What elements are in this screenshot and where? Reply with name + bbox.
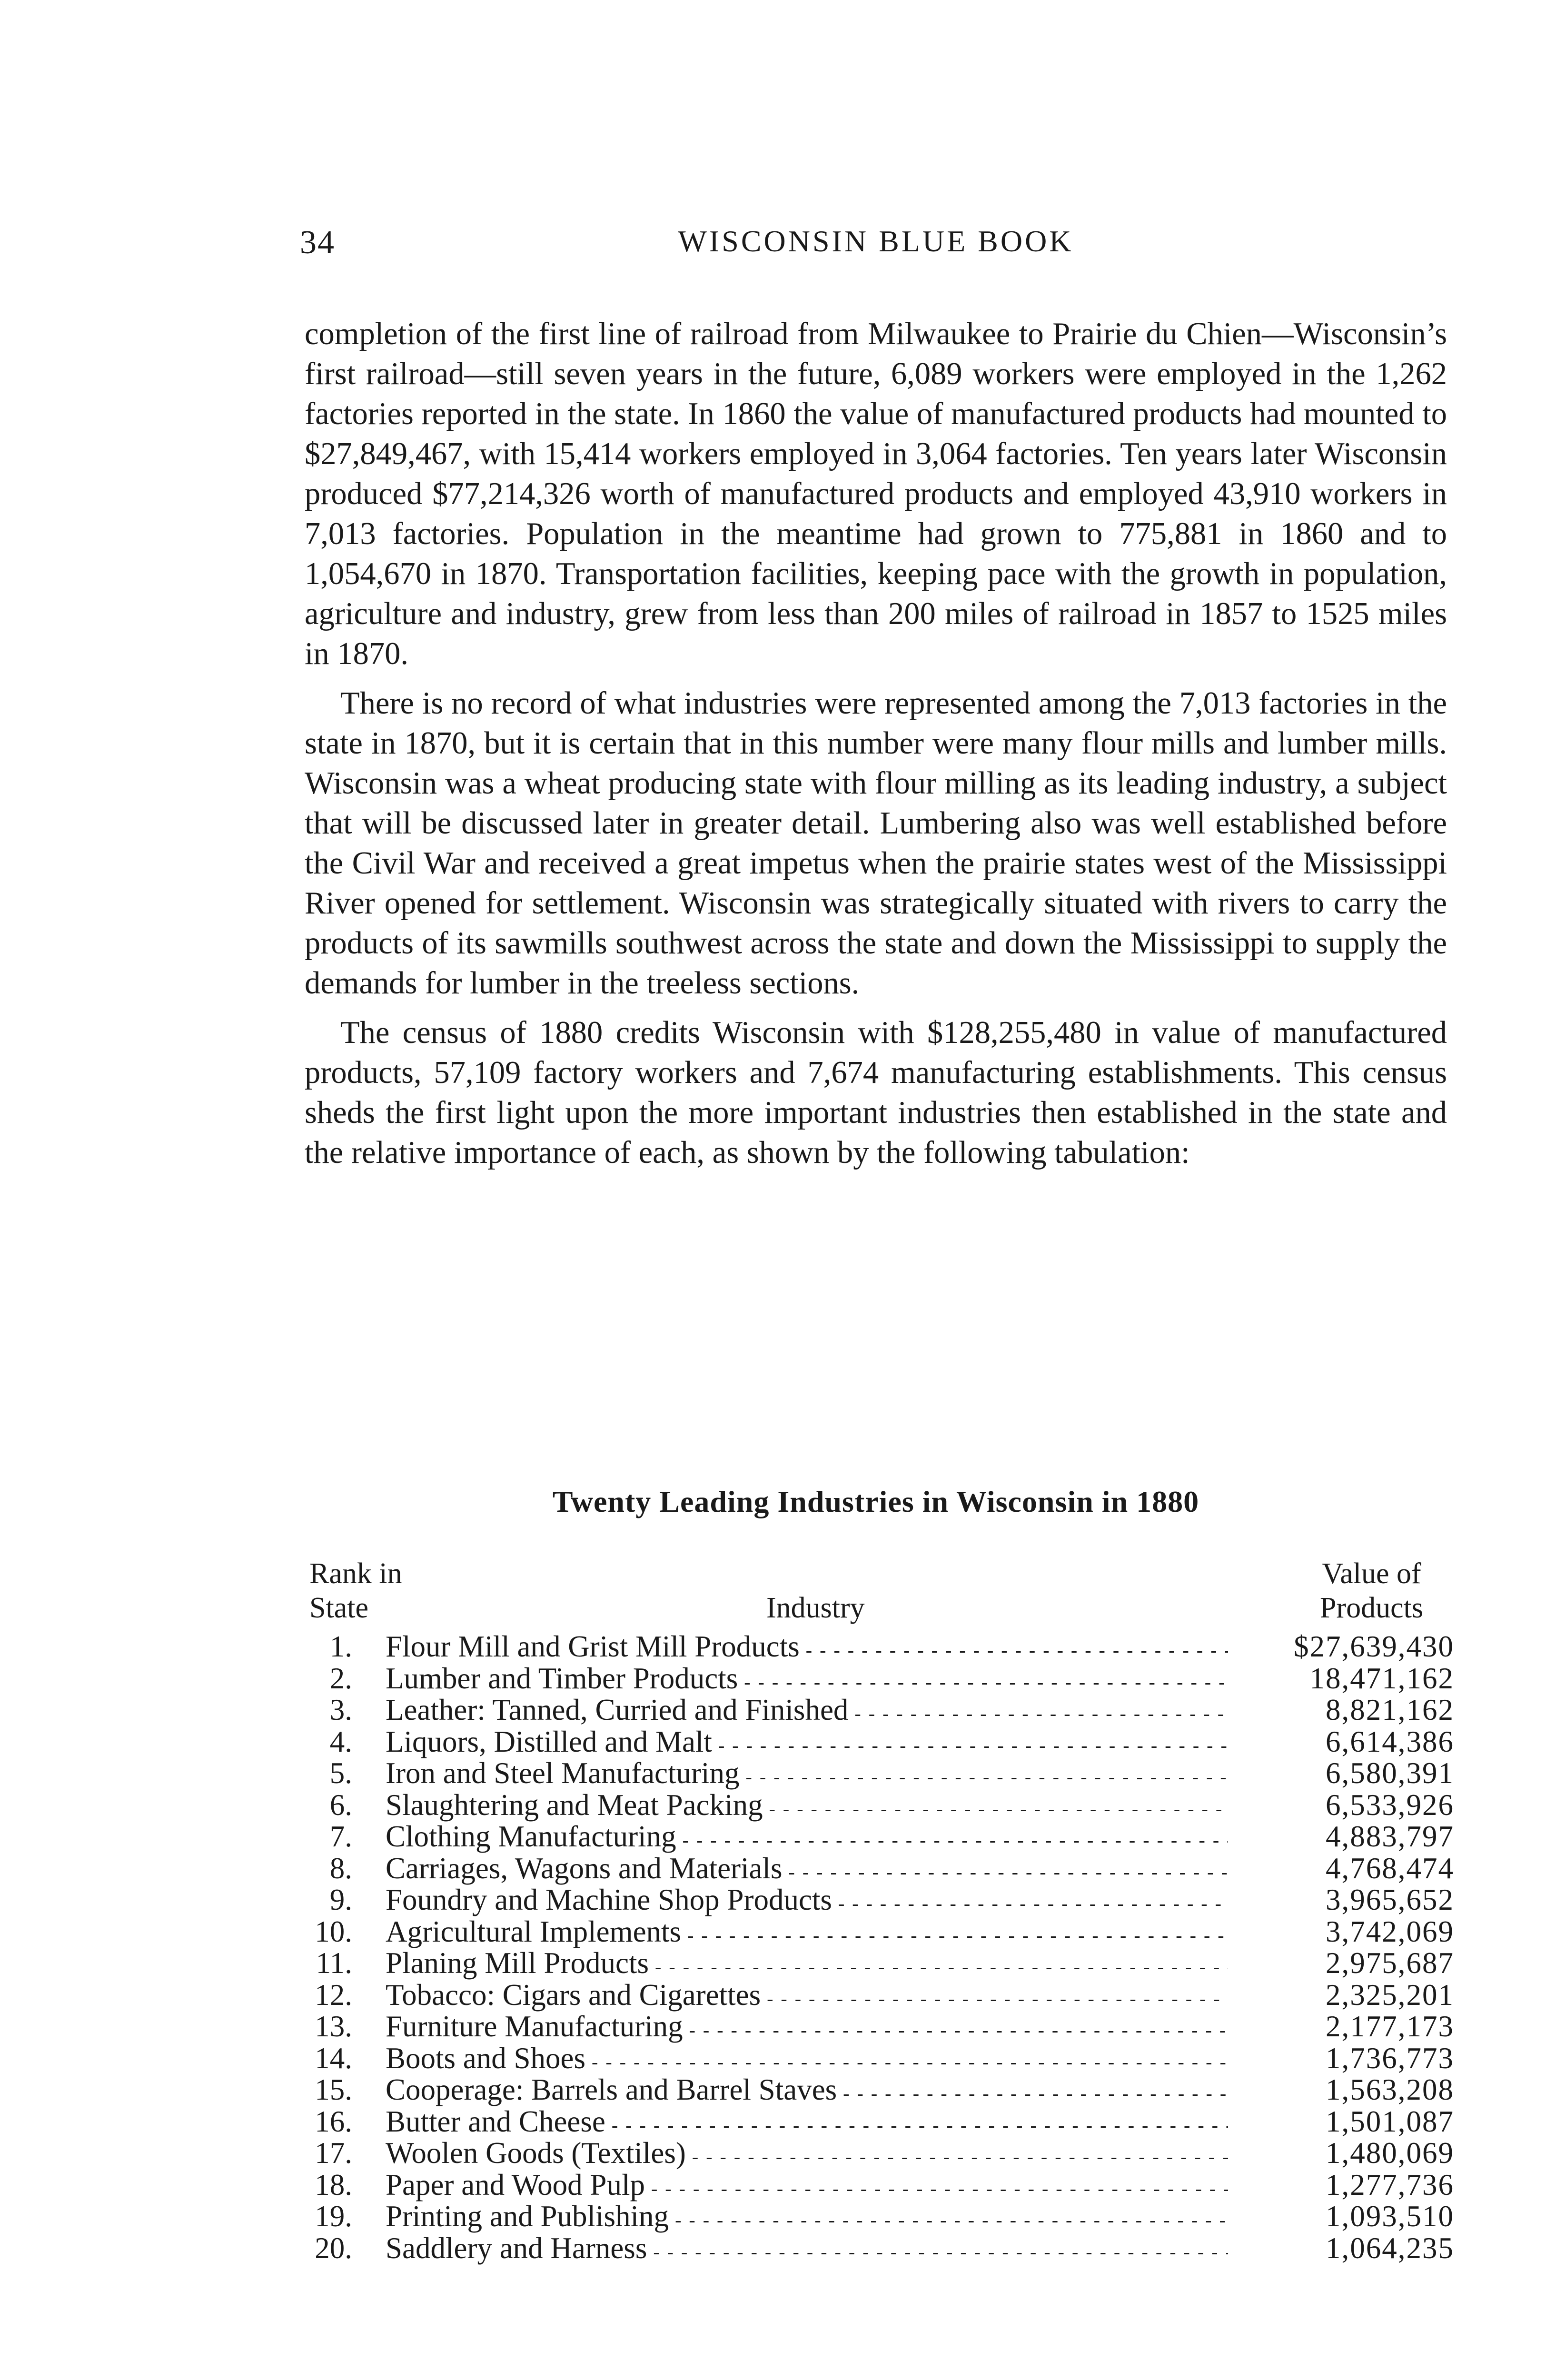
industry-cell: Slaughtering and Meat Packing - - -: [386, 1789, 1228, 1825]
industry-cell: Cooperage: Barrels and Barrel Staves - - -: [386, 2074, 1228, 2109]
table-row: [305, 1979, 1454, 2011]
table-row: [305, 2043, 1454, 2074]
table-row: [305, 2137, 1454, 2169]
table-row: [305, 2169, 1454, 2201]
page-number: 34: [300, 224, 335, 261]
rank-cell: 3.: [329, 1693, 352, 1726]
value-cell: 4,883,797: [1326, 1820, 1454, 1853]
rank-cell: 2.: [329, 1661, 352, 1695]
value-cell: 2,325,201: [1326, 1978, 1454, 2012]
value-cell: 4,768,474: [1326, 1851, 1454, 1885]
rank-cell: 14.: [315, 2041, 352, 2075]
table-row: [305, 2232, 1454, 2264]
rank-cell: 12.: [315, 1978, 352, 2012]
rank-cell: 11.: [316, 1946, 352, 1980]
industry-cell: Flour Mill and Grist Mill Products - - -: [386, 1631, 1228, 1666]
industry-cell: Boots and Shoes - - -: [386, 2043, 1228, 2078]
value-cell: 18,471,162: [1309, 1661, 1454, 1695]
value-cell: 8,821,162: [1326, 1693, 1454, 1726]
rank-cell: 20.: [315, 2231, 352, 2265]
industry-cell: Clothing Manufacturing - - -: [386, 1821, 1228, 1856]
industry-cell: Planing Mill Products - - -: [386, 1947, 1228, 1983]
value-cell: 1,563,208: [1326, 2073, 1454, 2106]
rank-cell: 18.: [315, 2168, 352, 2202]
table-row: [305, 1726, 1454, 1758]
rank-cell: 4.: [329, 1725, 352, 1758]
table-row: [305, 1694, 1454, 1726]
rank-cell: 1.: [329, 1630, 352, 1663]
rank-cell: 13.: [315, 2010, 352, 2043]
table-row: [305, 1757, 1454, 1789]
industry-cell: Saddlery and Harness - - -: [386, 2232, 1228, 2268]
body-text: [305, 314, 1447, 1182]
rank-cell: 17.: [315, 2136, 352, 2170]
industry-cell: Tobacco: Cigars and Cigarettes - - -: [386, 1979, 1228, 2014]
rank-cell: 7.: [329, 1820, 352, 1853]
value-cell: 6,580,391: [1326, 1756, 1454, 1790]
value-cell: 2,975,687: [1326, 1946, 1454, 1980]
paragraph: completion of the first line of railroad from Milwaukee to Prairie du Chien—Wisconsin’s first railroad—still seven years in the future, 6,089 workers were employed in the 1,262 factories reported in the state. In 1860 the value of manufactured products had mounted to $27,849,467, with 15,414 workers employed in 3,064 factories. Ten years later Wisconsin produced $77,214,326 worth of manufactured products and employed 43,910 workers in 7,013 factories. Population in the meantime had grown to 775,881 in 1860 and to 1,054,670 in 1870. Transportation facilities, keeping pace with the growth in population, agriculture and industry, grew from less than 200 miles of railroad in 1857 to 1525 miles in 1870.: [305, 317, 1447, 671]
industry-cell: Butter and Cheese - - -: [386, 2106, 1228, 2141]
table-row: [305, 1884, 1454, 1916]
table-row: [305, 2201, 1454, 2232]
paragraph: There is no record of what industries were represented among the 7,013 factories in the state in 1870, but it is certain that in this number were many flour mills and lumber mills. Wisconsin was a wheat producing state with flour milling as its leading industry, a subject that will be discussed later in greater detail. Lumbering also was well established before the Civil War and received a great impetus when the prairie states west of the Mississippi River opened for settlement. Wisconsin was strategically situated with rivers to carry the products of its sawmills southwest across the state and down the Mississippi to supply the demands for lumber in the treeless sections.: [305, 686, 1447, 1001]
value-cell: 1,064,235: [1326, 2231, 1454, 2265]
table-row: [305, 1631, 1454, 1663]
table-row: [305, 1916, 1454, 1948]
rank-header-line: Rank in: [309, 1557, 402, 1590]
industry-cell: Printing and Publishing - - -: [386, 2201, 1228, 2236]
rank-cell: 10.: [315, 1914, 352, 1948]
industries-table: [305, 1631, 1454, 2264]
value-cell: 6,533,926: [1326, 1788, 1454, 1822]
page-header: [300, 224, 1452, 262]
table-row: [305, 2011, 1454, 2043]
industry-cell: Leather: Tanned, Curried and Finished - - -: [386, 1694, 1228, 1729]
rank-header-line: State: [309, 1592, 368, 1624]
industry-column-header: Industry: [766, 1592, 865, 1624]
table-row: [305, 1821, 1454, 1853]
rank-cell: 16.: [315, 2104, 352, 2138]
value-cell: 6,614,386: [1326, 1725, 1454, 1758]
value-column-header: [1320, 1557, 1423, 1625]
industry-cell: Foundry and Machine Shop Products - - -: [386, 1884, 1228, 1919]
value-cell: 1,736,773: [1326, 2041, 1454, 2075]
value-cell: 2,177,173: [1326, 2010, 1454, 2043]
rank-cell: 15.: [315, 2073, 352, 2106]
table-row: [305, 2106, 1454, 2138]
table-row: [305, 1853, 1454, 1884]
industry-cell: Woolen Goods (Textiles) - - -: [386, 2137, 1228, 2172]
value-header-line: Products: [1320, 1592, 1423, 1624]
value-cell: 1,480,069: [1326, 2136, 1454, 2170]
value-cell: 1,093,510: [1326, 2200, 1454, 2233]
industry-cell: Lumber and Timber Products - - -: [386, 1663, 1228, 1698]
table-row: [305, 1789, 1454, 1821]
table-header: [305, 1557, 1454, 1628]
rank-cell: 5.: [329, 1756, 352, 1790]
industry-cell: Agricultural Implements - - -: [386, 1916, 1228, 1951]
running-title: WISCONSIN BLUE BOOK: [678, 224, 1074, 258]
paragraph: The census of 1880 credits Wisconsin with $128,255,480 in value of manufactured products, 57,109 factory workers and 7,674 manufacturing establishments. This census sheds the first light upon the more important industries then established in the state and the relative importance of each, as shown by the following tabulation:: [305, 1015, 1447, 1170]
industry-cell: Iron and Steel Manufacturing - - -: [386, 1757, 1228, 1793]
rank-cell: 9.: [329, 1883, 352, 1916]
value-cell: 3,965,652: [1326, 1883, 1454, 1916]
industry-cell: Carriages, Wagons and Materials - - -: [386, 1853, 1228, 1888]
rank-cell: 19.: [315, 2200, 352, 2233]
table-row: [305, 1663, 1454, 1695]
value-cell: 3,742,069: [1326, 1914, 1454, 1948]
table-row: [305, 1947, 1454, 1979]
table-row: [305, 2074, 1454, 2106]
table-title: Twenty Leading Industries in Wisconsin in 1880: [552, 1485, 1199, 1518]
industry-cell: Liquors, Distilled and Malt - - -: [386, 1726, 1228, 1761]
rank-column-header: [309, 1557, 402, 1625]
rank-cell: 6.: [329, 1788, 352, 1822]
value-cell: 1,501,087: [1326, 2104, 1454, 2138]
rank-cell: 8.: [329, 1851, 352, 1885]
value-header-line: Value of: [1322, 1557, 1421, 1590]
value-cell: 1,277,736: [1326, 2168, 1454, 2202]
industry-cell: Furniture Manufacturing - - -: [386, 2011, 1228, 2046]
industry-cell: Paper and Wood Pulp - - -: [386, 2169, 1228, 2204]
value-cell: $27,639,430: [1294, 1630, 1454, 1663]
